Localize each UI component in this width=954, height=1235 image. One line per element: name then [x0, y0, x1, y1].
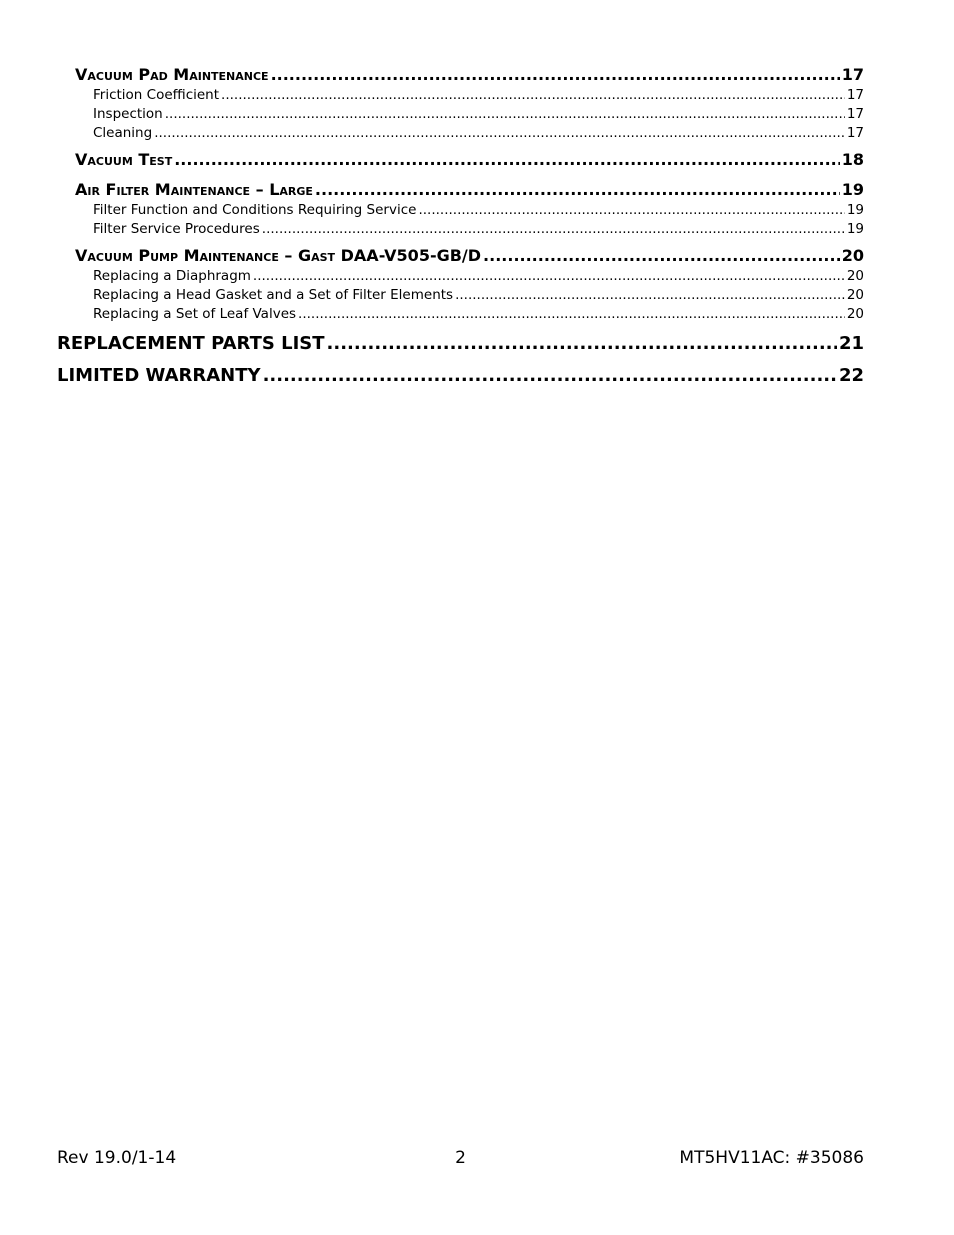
- toc-entry-title: Replacing a Diaphragm: [93, 268, 251, 284]
- toc-entry-title: Air Filter Maintenance – Large: [75, 180, 313, 199]
- toc-entry-replacing-diaphragm[interactable]: [57, 267, 864, 286]
- toc-entry-page: 18: [841, 150, 864, 169]
- toc-entry-air-filter-maintenance[interactable]: [57, 179, 864, 201]
- toc-entry-page: 19: [846, 221, 864, 237]
- toc-entry-title: Vacuum Pad Maintenance: [75, 65, 269, 84]
- toc-entry-title: [75, 245, 481, 267]
- toc-entry-page: 19: [846, 202, 864, 218]
- footer-document-id: MT5HV11AC: #35086: [679, 1148, 864, 1168]
- toc-entry-title-text: Vacuum Pump Maintenance – Gast: [75, 246, 341, 265]
- toc-entry-title: Cleaning: [93, 125, 153, 141]
- dot-leader: [253, 267, 845, 286]
- dot-leader: [418, 201, 844, 220]
- toc-entry-inspection[interactable]: [57, 105, 864, 124]
- toc-entry-page: 20: [846, 287, 864, 303]
- toc-entry-title: Replacing a Head Gasket and a Set of Filter Elements: [93, 287, 454, 303]
- toc-entry-page: 20: [846, 268, 864, 284]
- toc-entry-filter-service-procedures[interactable]: [57, 220, 864, 239]
- toc-entry-page: 19: [841, 180, 864, 199]
- toc-entry-page: 20: [841, 246, 864, 265]
- toc-entry-model: DAA-V505-GB/D: [340, 246, 482, 265]
- toc-entry-page: 17: [846, 106, 864, 122]
- toc-entry-page: 20: [846, 306, 864, 322]
- spacer: [57, 356, 864, 364]
- dot-leader: [174, 149, 840, 171]
- dot-leader: [483, 245, 840, 267]
- toc-entry-title: Filter Service Procedures: [93, 221, 260, 237]
- toc-entry-limited-warranty[interactable]: [57, 364, 864, 388]
- toc-entry-title: Vacuum Test: [75, 150, 173, 169]
- toc-entry-title: LIMITED WARRANTY: [57, 365, 261, 386]
- dot-leader: [154, 124, 845, 143]
- toc-entry-vacuum-pad-maintenance[interactable]: [57, 64, 864, 86]
- toc-entry-replacement-parts-list[interactable]: [57, 332, 864, 356]
- toc-entry-page: 17: [846, 87, 864, 103]
- toc-entry-title: Replacing a Set of Leaf Valves: [93, 306, 297, 322]
- spacer: [57, 171, 864, 179]
- dot-leader: [262, 220, 845, 239]
- toc-entry-friction-coefficient[interactable]: [57, 86, 864, 105]
- toc-entry-page: 22: [838, 365, 864, 386]
- toc-entry-title: Inspection: [93, 106, 163, 122]
- dot-leader: [455, 286, 845, 305]
- footer-revision: Rev 19.0/1-14: [57, 1148, 177, 1168]
- toc-entry-vacuum-pump-maintenance[interactable]: [57, 245, 864, 267]
- dot-leader: [315, 179, 840, 201]
- toc-entry-page: 17: [841, 65, 864, 84]
- toc-entry-page: 17: [846, 125, 864, 141]
- toc-entry-title: Friction Coefficient: [93, 87, 220, 103]
- toc-entry-replacing-head-gasket[interactable]: [57, 286, 864, 305]
- table-of-contents: [57, 64, 864, 388]
- toc-entry-replacing-leaf-valves[interactable]: [57, 305, 864, 324]
- dot-leader: [271, 64, 840, 86]
- dot-leader: [263, 364, 837, 388]
- toc-entry-title: Filter Function and Conditions Requiring Service: [93, 202, 417, 218]
- dot-leader: [327, 332, 837, 356]
- spacer: [57, 324, 864, 332]
- toc-entry-cleaning[interactable]: [57, 124, 864, 143]
- toc-entry-page: 21: [838, 333, 864, 354]
- toc-entry-vacuum-test[interactable]: [57, 149, 864, 171]
- toc-entry-filter-function[interactable]: [57, 201, 864, 220]
- toc-entry-title: REPLACEMENT PARTS LIST: [57, 333, 325, 354]
- page-footer: [57, 1148, 864, 1174]
- dot-leader: [298, 305, 845, 324]
- dot-leader: [165, 105, 845, 124]
- dot-leader: [221, 86, 845, 105]
- footer-page-number: 2: [455, 1148, 466, 1168]
